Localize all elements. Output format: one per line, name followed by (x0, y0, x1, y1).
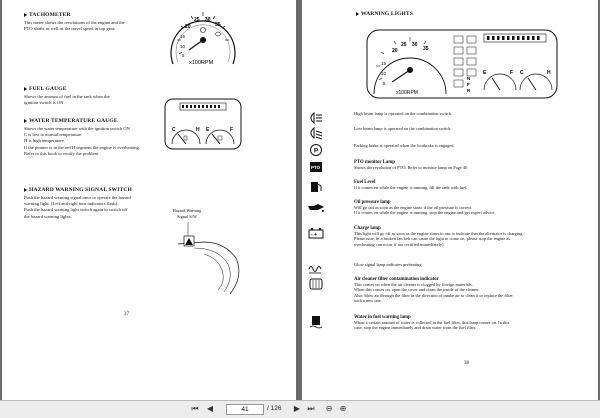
text-line: ignition switch is ON (24, 100, 64, 106)
parking-brake-icon (306, 143, 326, 157)
lamp-oil-pressure (354, 200, 584, 216)
lamp-title: Charge lamp (354, 226, 381, 231)
gauge-label: 35 (215, 22, 221, 28)
lamp-air-cleaner (354, 277, 584, 303)
lamp-title: Air cleaner filter contamination indicator (354, 277, 439, 282)
gauge-label: 10 (381, 71, 387, 76)
tachometer-gauge-image (167, 6, 239, 70)
oil-can-icon (306, 200, 326, 214)
lamp-title: Water in fuel warning lamp (354, 315, 411, 320)
hazard-switch-heading: HAZARD WARNING SIGNAL SWITCH (24, 187, 132, 193)
pto-monitor-icon (306, 160, 326, 174)
page-total-label: / 126 (267, 405, 282, 412)
lamp-description: If it comes on while the engine is running, fill the tank with fuel. (354, 185, 468, 191)
instrument-cluster-image (366, 28, 558, 100)
lamp-pto-monitor (311, 160, 584, 171)
lamp-description: This light will go off as soon as the engine starts to run to indicate that the alternator is charging. (354, 231, 524, 237)
battery-icon (306, 226, 326, 240)
lamp-parking-brake (314, 143, 584, 155)
lamp-description: When a certain amount of water is collected in the fuel filter, this lamp comes on. In this (354, 320, 510, 326)
previous-page-icon[interactable]: ◀ (206, 404, 214, 413)
gauge-unit-label: x100RPM (396, 90, 418, 96)
svg-text:PTO: PTO (311, 165, 321, 170)
hazard-switch-text (24, 195, 131, 220)
lamp-title: Fuel Level (354, 180, 376, 185)
glow-plug-icon (306, 262, 326, 276)
first-page-icon[interactable]: ⏮ (191, 404, 199, 413)
water-temperature-text (24, 126, 140, 157)
lamp-description: Please note, in a broken fan belt can cause the light to come on, please stop the engine as (354, 236, 511, 242)
hazard-switch-image (174, 218, 254, 298)
text-line: Signal S/W (176, 213, 198, 219)
water-in-fuel-icon (306, 315, 326, 329)
lamp-description: overheating can occur if not rectified immediately) (354, 241, 444, 247)
lamp-description: Parking brake is operated when the footbrake is engaged. (354, 143, 455, 148)
text-line: Refer to this book to rectify the problem. (24, 150, 100, 156)
text-line: If the pointer is in the red H segment the engine is overheating. (24, 144, 140, 150)
text-line: PTO shafts as well as the travel speed in top gear. (24, 26, 116, 32)
page-number: 37 (124, 312, 129, 317)
lamp-fuel-level (354, 180, 584, 190)
fuel-gauge-heading: FUEL GAUGE (24, 86, 67, 92)
svg-text:- +: - + (311, 232, 317, 238)
gear-indicator-label: F (467, 82, 470, 87)
viewer-toolbar (0, 400, 600, 418)
gauge-label: H (547, 70, 551, 76)
text-line: Shows the amount of fuel in the tank when the (24, 94, 110, 99)
pto-icon (201, 28, 206, 33)
bullet-arrow-icon (356, 12, 359, 16)
gauge-label: F (230, 127, 234, 133)
bullet-arrow-icon (24, 119, 27, 123)
lamp-high-beam (354, 111, 584, 116)
gauge-label: C (520, 70, 524, 76)
lamp-description: Low beam lamp is operated on the combination switch. (354, 126, 452, 131)
document-page-left (2, 0, 296, 400)
lamp-glow-signal (354, 262, 584, 267)
gear-indicator-label: R (467, 88, 471, 93)
gauge-label: 25 (194, 17, 200, 23)
text-line: H is high temperature. (24, 138, 66, 144)
gear-icon (215, 32, 221, 36)
gauge-label: C (172, 127, 176, 133)
thermometer-icon (184, 136, 187, 140)
lamp-description: If it comes on while the engine is running, stop the engine and get expert advice. (354, 210, 496, 216)
gauge-label: 15 (381, 61, 387, 66)
fuel-pump-icon (306, 180, 326, 194)
tachometer-text (24, 20, 125, 32)
air-filter-icon (306, 277, 326, 291)
page-number-input[interactable]: 41 (226, 404, 264, 415)
gauge-label: 20 (185, 24, 191, 30)
lamp-description: with a new one. (354, 297, 382, 303)
svg-text:P: P (314, 148, 319, 155)
text-line: the hazard warning lights. (24, 213, 72, 219)
high-beam-icon (306, 111, 326, 125)
bullet-arrow-icon (24, 188, 27, 192)
water-temperature-heading: WATER TEMPERATURE GAUGE (24, 118, 118, 124)
lamp-title: Oil pressure lamp (354, 200, 391, 205)
gauge-label: E (483, 70, 487, 76)
gauge-label: 35 (423, 46, 429, 52)
gauge-label: 25 (401, 42, 407, 48)
lamp-description: Shows the revolution of PTO. Refer to monitor lamp on Page 40 (354, 165, 468, 171)
gauge-label: 15 (180, 34, 186, 39)
lamp-title: PTO monitor Lamp (354, 160, 395, 165)
warning-lights-heading: WARNING LIGHTS (356, 11, 413, 17)
lamp-water-in-fuel (354, 315, 584, 331)
bullet-arrow-icon (24, 13, 27, 17)
lamp-description: When this comes on, open the cover and clean the inside of the cleaner. (354, 287, 480, 293)
text-line: C is low to normal temperature. (24, 132, 83, 138)
next-page-icon[interactable]: ▶ (293, 404, 301, 413)
gauge-label: H (196, 127, 200, 133)
lamp-description: Will go out as soon as the engine starts if the oil pressure is correct. (354, 205, 473, 211)
text-line: Push the hazard warning signal once to operate the hazard (24, 195, 131, 200)
last-page-icon[interactable]: ⏭ (307, 404, 315, 413)
text-line: This meter shows the revolutions of the engine and the (24, 20, 125, 25)
gauge-label: 5 (383, 81, 386, 86)
fuel-pump-icon (218, 136, 222, 140)
document-page-right (302, 0, 598, 400)
gauge-label: 10 (180, 44, 186, 49)
text-line: Push the hazard warning light switch again to switch off (24, 207, 128, 213)
gauge-label: 20 (392, 48, 398, 54)
gear-indicator-label: N (467, 76, 471, 81)
gauge-unit-label: x100RPM (189, 60, 214, 66)
text-line: warning light. (Left and right turn indicators flash). (24, 201, 119, 207)
page-number: 38 (464, 361, 469, 366)
lamp-low-beam (354, 126, 584, 131)
gauge-label: 30 (205, 17, 211, 23)
lamp-description: Glow signal lamp indicates preheating. (354, 262, 423, 267)
zoom-in-icon[interactable]: ⊕ (339, 404, 347, 413)
lamp-description: This comes on when the air cleaner is clogged by foreign materials. (354, 282, 473, 288)
lamp-description: High beam lamp is operated on the combination switch. (354, 111, 453, 116)
tachometer-heading: TACHOMETER (24, 12, 71, 18)
gauge-label: E (206, 127, 210, 133)
lamp-description: case, stop the engine immediately and drain water from the fuel filter. (354, 325, 477, 331)
fuel-temperature-gauge-image (164, 98, 242, 150)
gauge-label: 30 (412, 42, 418, 48)
zoom-out-icon[interactable]: ⊖ (325, 404, 333, 413)
lamp-charge (311, 226, 584, 247)
fuel-gauge-text (24, 94, 110, 106)
gauge-label: 5 (182, 53, 185, 58)
bullet-arrow-icon (24, 87, 27, 91)
lamp-description: Also, blow air through the filter in the direction of intake air to clean it or replace the filter (354, 292, 513, 298)
text-line: Hazard Warning (172, 208, 202, 213)
warning-lamp-grid (454, 36, 476, 87)
low-beam-icon (306, 126, 326, 140)
gauge-label: F (510, 70, 514, 76)
text-line: Shows the water temperature with the ignition switch ON (24, 126, 130, 131)
